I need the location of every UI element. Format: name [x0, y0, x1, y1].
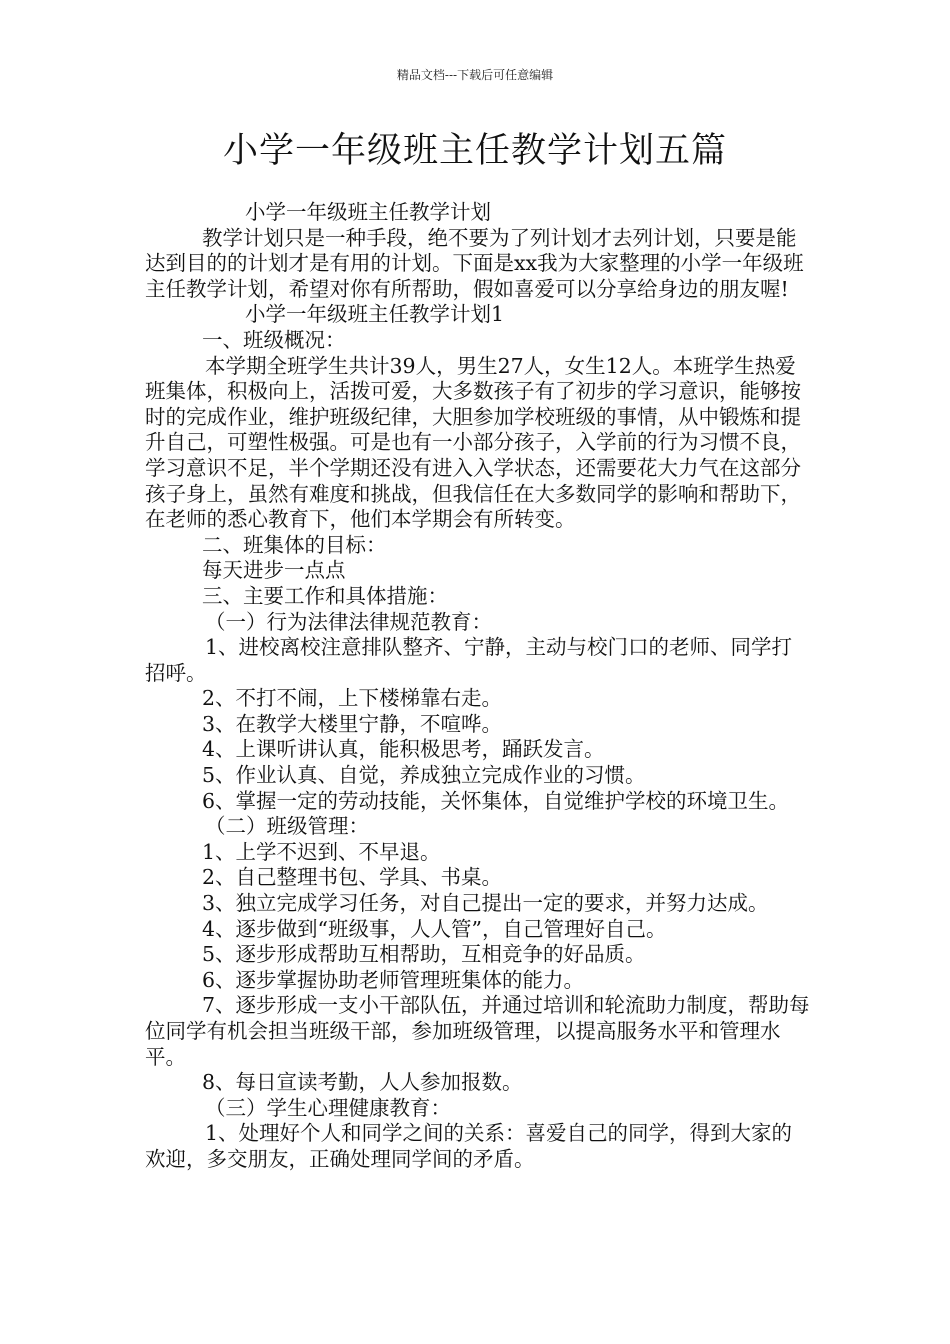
- paragraph: 8、每日宣读考勤，人人参加报数。: [202, 1070, 523, 1095]
- paragraph: 1、进校离校注意排队整齐、宁静，主动与校门口的老师、同学打招呼。: [145, 635, 793, 685]
- paragraph: 4、逐步做到“班级事，人人管”，自己管理好自己。: [202, 916, 667, 941]
- paragraph: 1、处理好个人和同学之间的关系：喜爱自己的同学，得到大家的欢迎，多交朋友，正确处理同学间的矛盾。: [145, 1121, 793, 1171]
- paragraph: 4、上课听讲认真，能积极思考，踊跃发言。: [202, 737, 605, 762]
- page-header: 精品文档---下载后可任意编辑: [396, 68, 554, 82]
- paragraph: 2、不打不闹，上下楼梯靠右走。: [202, 686, 503, 711]
- paragraph: 3、独立完成学习任务，对自己提出一定的要求，并努力达成。: [202, 891, 769, 916]
- paragraph: 教学计划只是一种手段，绝不要为了列计划才去列计划，只要是能达到目的的计划才是有用的计划。下面是xx我为大家整理的小学一年级班主任教学计划，希望对你有所帮助，假如喜爱可以分享给身边的朋友喔!: [145, 225, 804, 301]
- document-body: [145, 200, 810, 1173]
- paragraph: （三）学生心理健康教育：: [205, 1095, 451, 1120]
- paragraph: 6、逐步掌握协助老师管理班集体的能力。: [202, 967, 585, 992]
- paragraph: 本学期全班学生共计39人，男生27人，女生12人。本班学生热爱班集体，积极向上，活拨可爱，大多数孩子有了初步的学习意识，能够按时的完成作业，维护班级纪律，大胆参加学校班级的事情，从中锻炼和提升自己，可塑性极强。可是也有一小部分孩子，入学前的行为习惯不良，学习意识不足，半个学期还没有进入入学状态，还需要花大力气在这部分孩子身上，虽然有难度和挑战，但我信任在大多数同学的影响和帮助下，在老师的悉心教育下，他们本学期会有所转变。: [145, 353, 801, 532]
- paragraph: 一、班级概况：: [202, 327, 346, 352]
- paragraph: 三、主要工作和具体措施：: [202, 583, 448, 608]
- paragraph: 3、在教学大楼里宁静，不喧哗。: [202, 711, 503, 736]
- paragraph: 5、作业认真、自觉，养成独立完成作业的习惯。: [202, 763, 646, 788]
- paragraph: （二）班级管理：: [205, 814, 369, 839]
- paragraph: 1、上学不迟到、不早退。: [202, 839, 441, 864]
- paragraph: （一）行为法律法律规范教育：: [205, 609, 492, 634]
- paragraph: 2、自己整理书包、学具、书桌。: [202, 865, 503, 890]
- paragraph: 二、班集体的目标：: [202, 532, 387, 557]
- paragraph: 小学一年级班主任教学计划: [245, 200, 491, 224]
- paragraph: 7、逐步形成一支小干部队伍，并通过培训和轮流助力制度，帮助每位同学有机会担当班级干部，参加班级管理，以提高服务水平和管理水平。: [145, 993, 810, 1069]
- paragraph: 5、逐步形成帮助互相帮助，互相竞争的好品质。: [202, 942, 646, 967]
- document-title: 小学一年级班主任教学计划五篇: [222, 131, 727, 171]
- paragraph: 小学一年级班主任教学计划1: [245, 302, 505, 327]
- paragraph: 6、掌握一定的劳动技能，关怀集体，自觉维护学校的环境卫生。: [202, 788, 790, 813]
- paragraph: 每天进步一点点: [202, 558, 346, 583]
